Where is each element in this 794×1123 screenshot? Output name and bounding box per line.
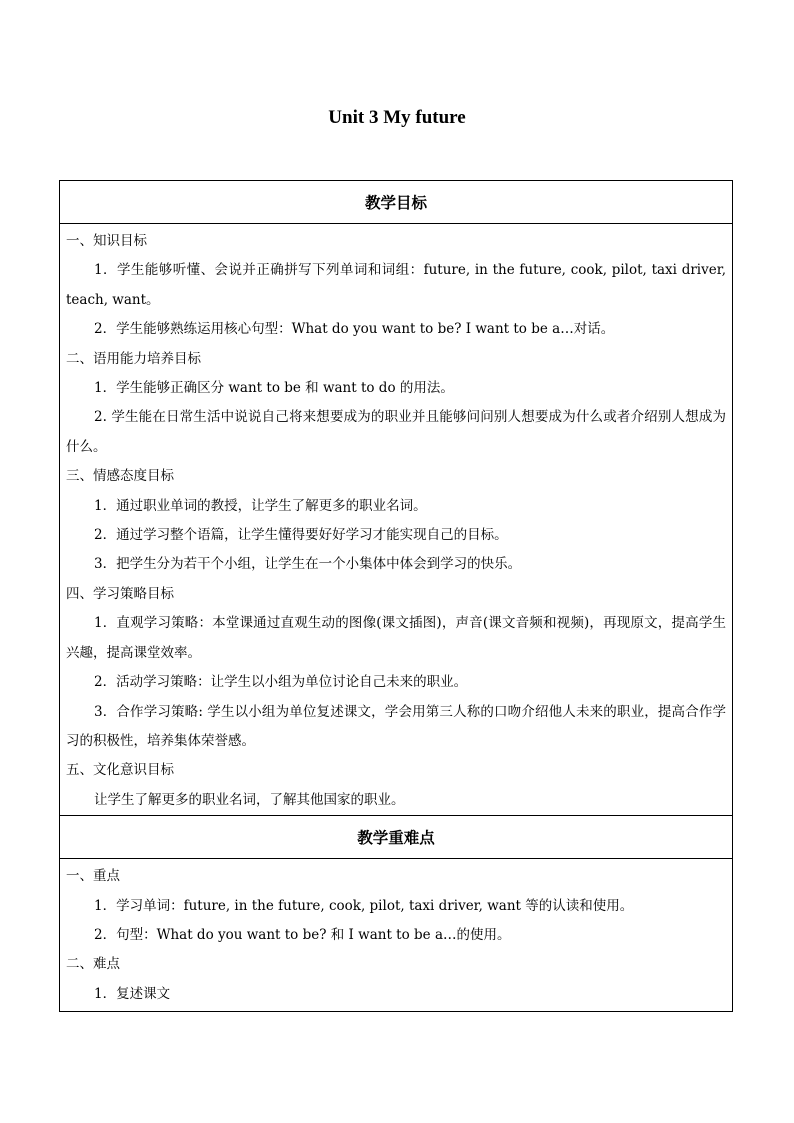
strategy-heading: 四、学习策略目标	[66, 585, 174, 602]
key-item-2: 2．句型：What do you want to be? 和 I want to be a…的使用。	[94, 926, 511, 943]
emotion-heading: 三、情感态度目标	[66, 468, 174, 485]
emotion-item-1: 1．通过职业单词的教授，让学生了解更多的职业名词。	[94, 497, 427, 514]
strategy-item-2: 2．活动学习策略：让学生以小组为单位讨论自己未来的职业。	[94, 674, 468, 691]
ability-item-1: 1．学生能够正确区分 want to be 和 want to do 的用法。	[94, 380, 454, 397]
key-heading: 一、重点	[66, 868, 120, 885]
culture-item-1: 让学生了解更多的职业名词，了解其他国家的职业。	[94, 791, 405, 808]
knowledge-item-2: 2．学生能够熟练运用核心句型：What do you want to be? I want to be a…对话。	[94, 321, 615, 338]
keypoints-header: 教学重难点	[60, 815, 732, 859]
emotion-item-3: 3．把学生分为若干个小组，让学生在一个小集体中体会到学习的快乐。	[94, 556, 522, 573]
ability-heading: 二、语用能力培养目标	[66, 350, 201, 367]
emotion-item-2: 2．通过学习整个语篇，让学生懂得要好好学习才能实现自己的目标。	[94, 527, 508, 544]
ability-item-2: 2. 学生能在日常生活中说说自己将来想要成为的职业并且能够问问别人想要成为什么或者介绍别人想成为什么。	[66, 409, 726, 455]
document-title: Unit 3 My future	[328, 107, 466, 128]
lesson-plan-table	[59, 180, 733, 1012]
strategy-item-1: 1．直观学习策略：本堂课通过直观生动的图像(课文插图)，声音(课文音频和视频)，再现原文，提高学生兴趣，提高课堂效率。	[66, 615, 726, 661]
key-item-1: 1．学习单词：future, in the future, cook, pilot, taxi driver, want 等的认读和使用。	[94, 897, 634, 914]
strategy-item-3: 3．合作学习策略: 学生以小组为单位复述课文，学会用第三人称的口吻介绍他人未来的职业，提高合作学习的积极性，培养集体荣誉感。	[66, 703, 726, 749]
difficult-item-1: 1．复述课文	[94, 985, 171, 1002]
objectives-header: 教学目标	[60, 181, 732, 224]
knowledge-heading: 一、知识目标	[66, 233, 147, 249]
keypoints-body	[60, 859, 732, 1011]
difficult-heading: 二、难点	[66, 956, 120, 973]
objectives-body	[60, 224, 732, 815]
knowledge-item-1: 1．学生能够听懂、会说并正确拼写下列单词和词组：future, in the future, cook, pilot, taxi driver, teach, want。	[66, 262, 726, 308]
culture-heading: 五、文化意识目标	[66, 762, 174, 779]
